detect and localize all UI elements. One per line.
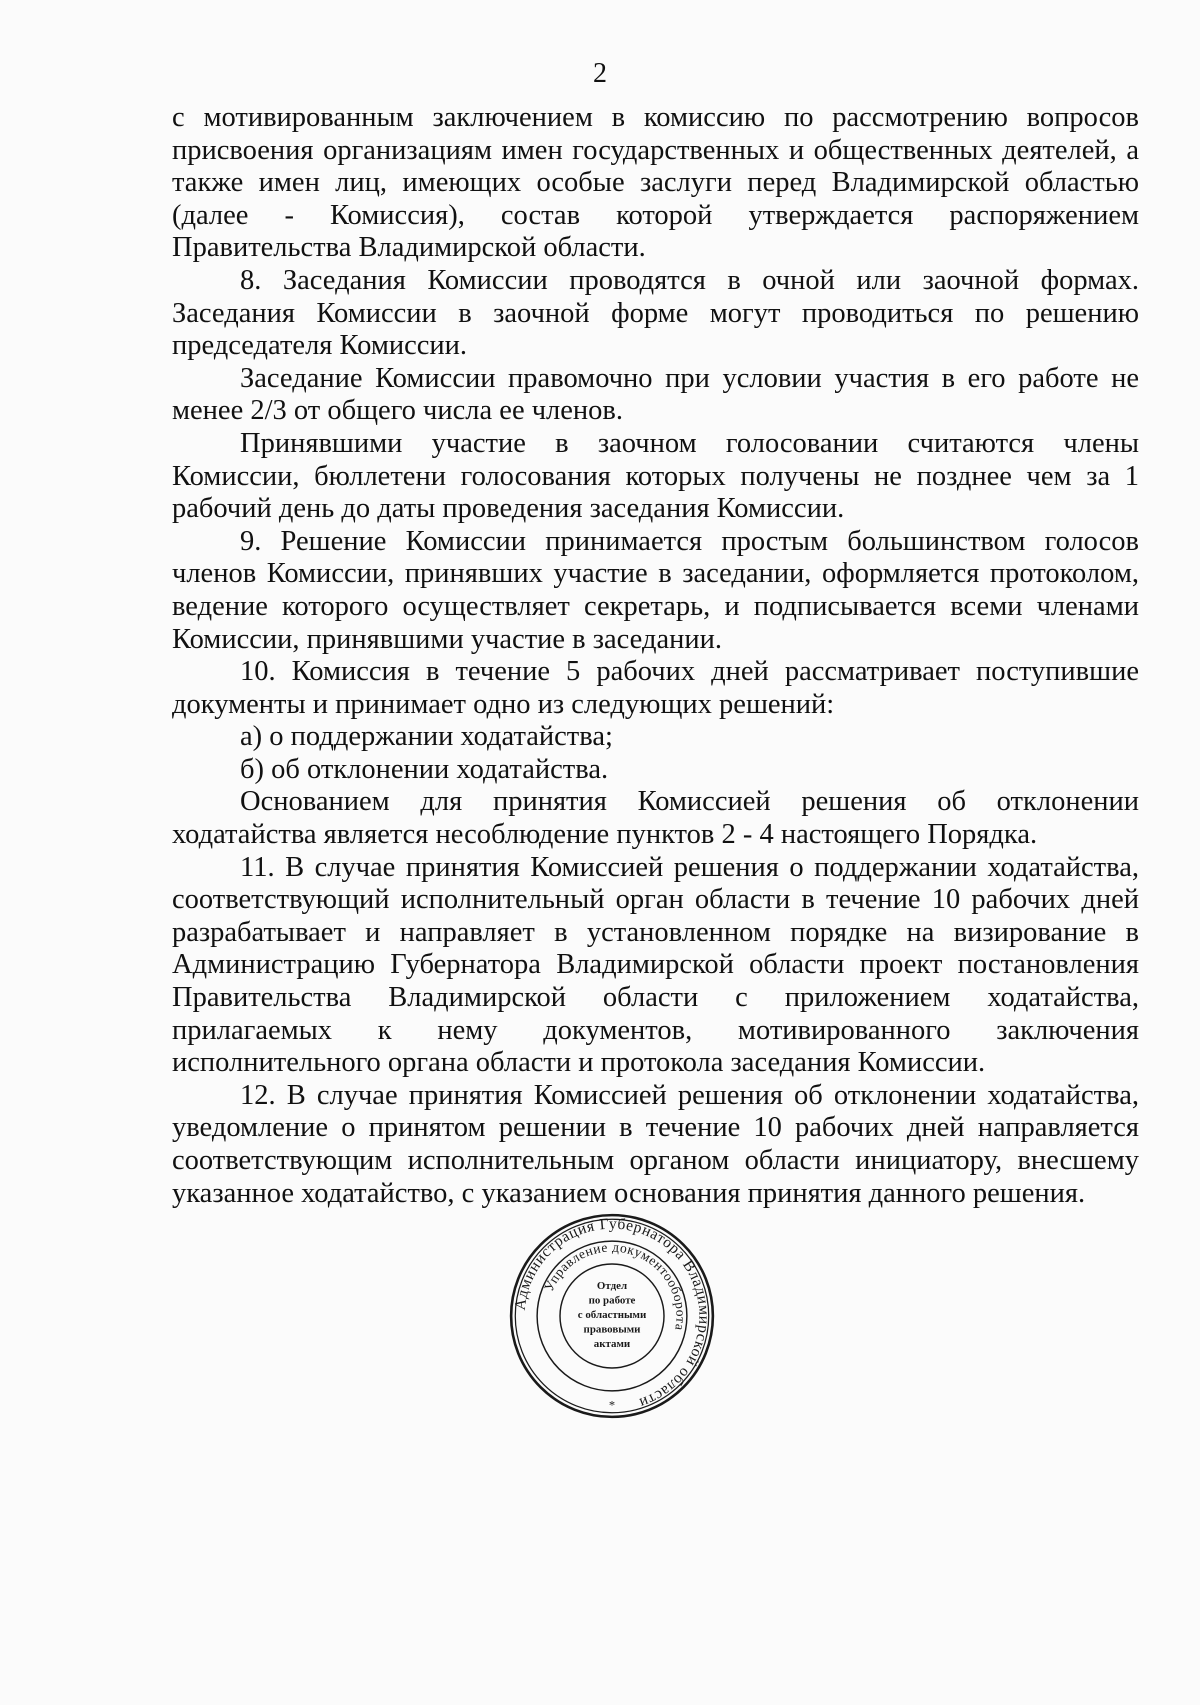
stamp-center-line-3: с областными <box>577 1309 647 1322</box>
list-item-b: б) об отклонении ходатайства. <box>240 753 609 785</box>
stamp-outer-text: Администрация Губернатора Владимирской области <box>511 1215 713 1412</box>
document-body <box>172 102 1139 1210</box>
stamp-center-line-2: по работе <box>588 1294 636 1307</box>
paragraph-item-12: 12. В случае принятия Комиссией решения об отклонении ходатайства, уведомление о принятом решении в течение 10 рабочих дней направляется соответствующим исполнительным органом области инициатору, внесшему указанное ходатайство, с указанием основания принятия данного решения. <box>172 1079 1139 1209</box>
paragraph-absentee-vote: Принявшими участие в заочном голосовании считаются члены Комиссии, бюллетени голосования которых получены не позднее чем за 1 рабочий день до даты проведения заседания Комиссии. <box>172 427 1139 525</box>
paragraph-rejection-grounds: Основанием для принятия Комиссией решения об отклонении ходатайства является несоблюдение пунктов 2 - 4 настоящего Порядка. <box>172 786 1139 851</box>
stamp-center-line-1: Отдел <box>596 1279 628 1292</box>
stamp-center-line-5: актами <box>593 1338 631 1351</box>
paragraph-item-8: 8. Заседания Комиссии проводятся в очной или заочной формах. Заседания Комиссии в заочной форме могут проводиться по решению председателя Комиссии. <box>172 264 1139 362</box>
paragraph-continuation: с мотивированным заключением в комиссию по рассмотрению вопросов присвоения организациям имен государственных и общественных деятелей, а также имен лиц, имеющих особые заслуги перед Владимирской областью (далее - Комиссия), состав которой утверждается распоряжением Правительства Владимирской области. <box>172 102 1139 264</box>
stamp-center-line-4: правовыми <box>583 1323 641 1336</box>
stamp-seal-icon <box>508 1212 716 1420</box>
paragraph-item-9: 9. Решение Комиссии принимается простым большинством голосов членов Комиссии, принявших участие в заседании, оформляется протоколом, ведение которого осуществляет секретарь, и подписывается всеми членами Комиссии, принявшими участие в заседании. <box>172 525 1139 655</box>
stamp-inner-text: Управление документооборота <box>541 1239 689 1332</box>
paragraph-item-10: 10. Комиссия в течение 5 рабочих дней рассматривает поступившие документы и принимает одно из следующих решений: <box>172 656 1139 720</box>
stamp-star: * <box>608 1398 616 1413</box>
page-number: 2 <box>593 58 607 89</box>
official-stamp <box>508 1212 716 1420</box>
list-item-a: а) о поддержании ходатайства; <box>240 721 613 753</box>
paragraph-quorum: Заседание Комиссии правомочно при условии участия в его работе не менее 2/3 от общего числа ее членов. <box>172 362 1139 427</box>
paragraph-item-11: 11. В случае принятия Комиссией решения о поддержании ходатайства, соответствующий исполнительный орган области в течение 10 рабочих дней разрабатывает и направляет в установленном порядке на визирование в Администрацию Губернатора Владимирской области проект постановления Правительства Владимирской области с приложением ходатайства, прилагаемых к нему документов, мотивированного заключения исполнительного органа области и протокола заседания Комиссии. <box>172 851 1139 1079</box>
